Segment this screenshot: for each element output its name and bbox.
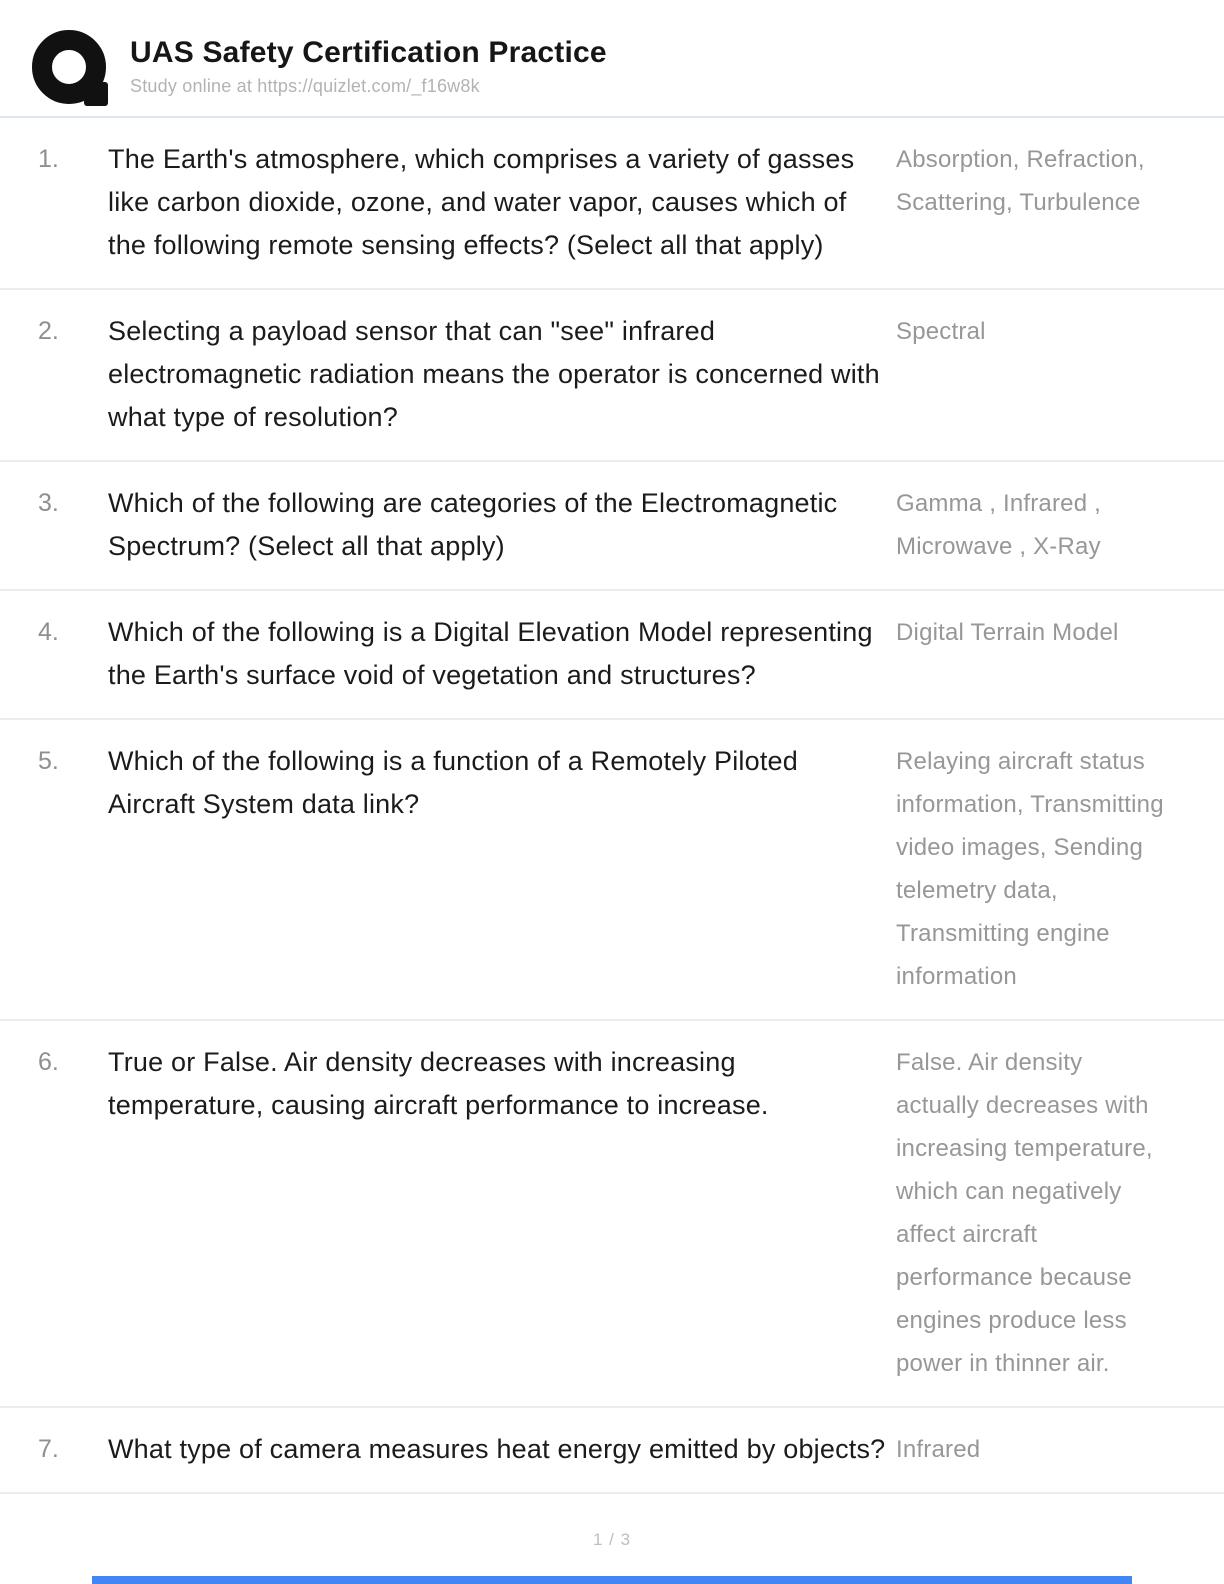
page-indicator: 1 / 3 xyxy=(592,1530,632,1549)
question-text: Which of the following are categories of the Electromagnetic Spectrum? (Select all that apply) xyxy=(108,488,838,561)
study-online-url: Study online at https://quizlet.com/_f16w8k xyxy=(130,76,480,96)
header-text-block xyxy=(130,28,607,97)
answer-text: Digital Terrain Model xyxy=(896,619,1119,646)
question-number: 7. xyxy=(38,1435,59,1463)
qa-row-6 xyxy=(0,1021,1224,1408)
question-text: Which of the following is a Digital Elevation Model representing the Earth's surface void of vegetation and structures? xyxy=(108,617,873,690)
answer-text: Gamma , Infrared , Microwave , X-Ray xyxy=(896,490,1101,560)
logo-tail xyxy=(84,82,108,106)
question-answer-table xyxy=(0,118,1224,1494)
answer-text: False. Air density actually decreases with increasing temperature, which can negatively affect aircraft performance because engines produce less power in thinner air. xyxy=(896,1049,1153,1377)
answer-text: Absorption, Refraction, Scattering, Turbulence xyxy=(896,146,1145,216)
qa-row-5 xyxy=(0,720,1224,1021)
document-title: UAS Safety Certification Practice xyxy=(130,36,607,69)
question-number: 3. xyxy=(38,489,59,517)
qa-row-3 xyxy=(0,462,1224,591)
answer-text: Relaying aircraft status information, Transmitting video images, Sending telemetry data, Transmitting engine information xyxy=(896,748,1164,990)
question-number: 4. xyxy=(38,618,59,646)
document-header xyxy=(0,0,1224,96)
question-number: 6. xyxy=(38,1048,59,1076)
answer-text: Infrared xyxy=(896,1436,981,1463)
qa-row-7 xyxy=(0,1408,1224,1494)
question-number: 1. xyxy=(38,145,59,173)
page-footer xyxy=(0,1530,1224,1550)
qa-row-2 xyxy=(0,290,1224,462)
question-number: 2. xyxy=(38,317,59,345)
qa-row-1 xyxy=(0,118,1224,290)
qa-row-4 xyxy=(0,591,1224,720)
question-text: Which of the following is a function of a Remotely Piloted Aircraft System data link? xyxy=(108,746,798,819)
answer-text: Spectral xyxy=(896,318,986,345)
question-number: 5. xyxy=(38,747,59,775)
question-text: The Earth's atmosphere, which comprises a variety of gasses like carbon dioxide, ozone, and water vapor, causes which of the following remote sensing effects? (Select all that apply) xyxy=(108,144,855,260)
question-text: Selecting a payload sensor that can "see" infrared electromagnetic radiation means the operator is concerned with what type of resolution? xyxy=(108,316,880,432)
quizlet-q-logo-icon xyxy=(30,28,108,106)
bottom-accent-bar xyxy=(92,1576,1132,1584)
question-text: What type of camera measures heat energy emitted by objects? xyxy=(108,1434,886,1464)
question-text: True or False. Air density decreases with increasing temperature, causing aircraft performance to increase. xyxy=(108,1047,769,1120)
